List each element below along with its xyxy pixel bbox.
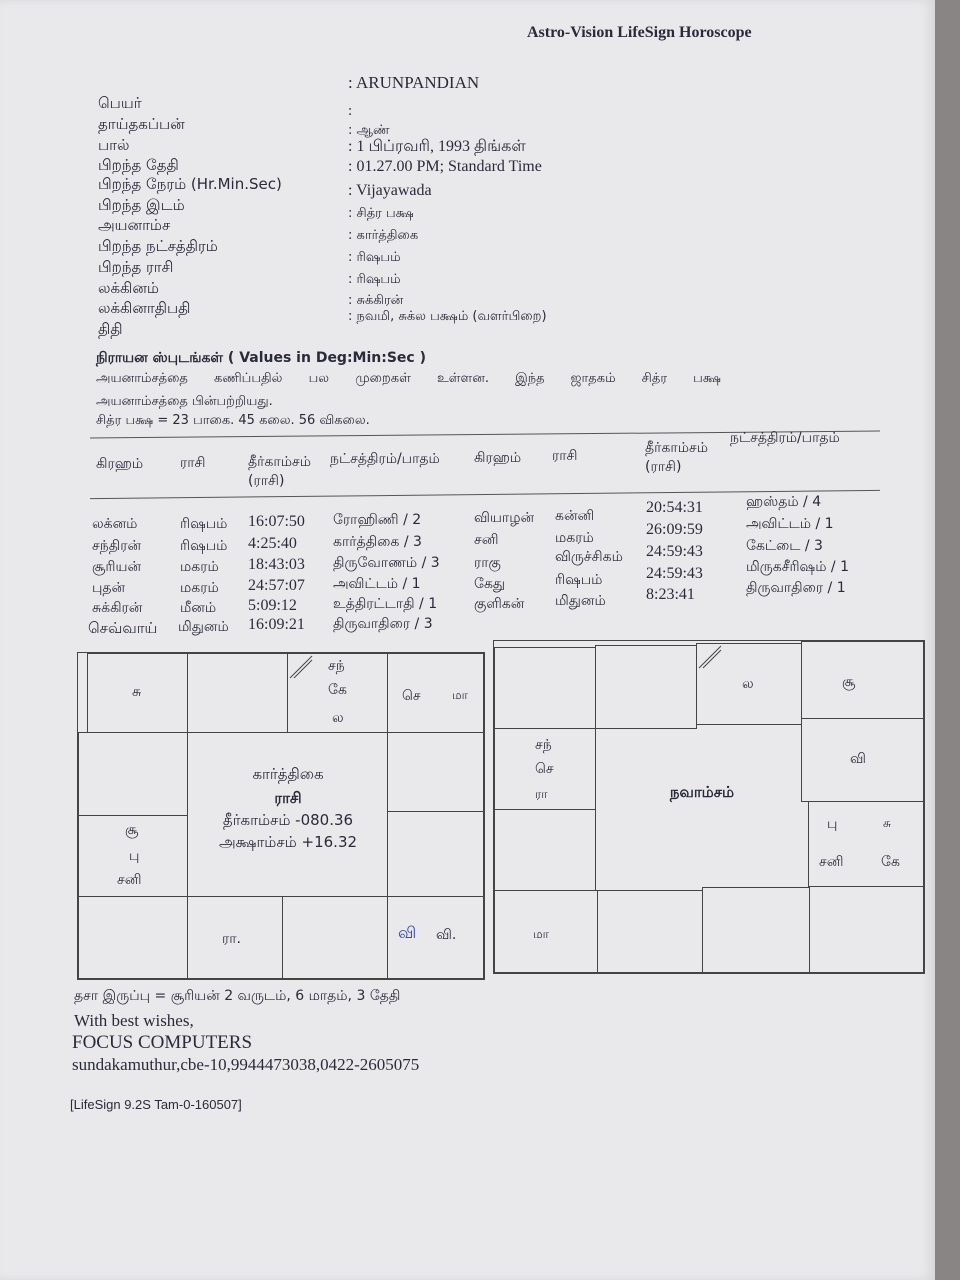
table-cell-rasi: கன்னி [555, 508, 595, 524]
col-header-graha: கிரஹம் [96, 456, 144, 472]
col-header-rasi: ராசி [180, 455, 206, 471]
label-birth-rasi: பிறந்த ராசி [98, 258, 174, 276]
rasi-house-leo [387, 811, 484, 897]
table-cell-rasi: ரிஷபம் [180, 538, 228, 554]
table-row: வியாழன் [474, 510, 535, 526]
table-cell-deg: 24:59:43 [646, 543, 703, 560]
table-cell-deg: 26:09:59 [646, 521, 703, 538]
label-birth-time: பிறந்த நேரம் (Hr.Min.Sec) [98, 175, 282, 193]
graha-mars: செ [535, 761, 554, 777]
table-row: கேது [474, 576, 506, 592]
graha-mandi: மா [452, 688, 468, 702]
col-header-longitude-2: தீர்காம்சம் [645, 440, 708, 456]
table-row: சனி [474, 532, 499, 548]
rasi-house-taurus [287, 653, 388, 733]
graha-rahu: ரா. [222, 931, 241, 947]
rasi-house-capricorn [78, 815, 188, 897]
navamsa-house-virgo-lower [809, 886, 924, 973]
navamsa-house-scorpio [597, 890, 703, 973]
graha-lagna: ல [742, 676, 754, 692]
value-lagna: : ரிஷபம் [348, 272, 401, 287]
label-ayanamsa: அயனாம்ச [98, 216, 171, 234]
graha-sun: சூ [125, 822, 139, 838]
navamsa-house-aries [595, 645, 697, 729]
table-cell-deg: 20:54:31 [646, 499, 703, 516]
document-title: Astro-Vision LifeSign Horoscope [527, 24, 752, 41]
label-lagna: லக்கினம் [98, 279, 159, 297]
value-birth-time: : 01.27.00 PM; Standard Time [348, 158, 542, 175]
rasi-center-latitude: அக்ஷாம்சம் +16.32 [218, 833, 358, 851]
table-cell-rasi: மகரம் [180, 580, 219, 596]
rasi-house-aries [187, 653, 288, 733]
table-row: சுக்கிரன் [92, 600, 143, 616]
nirayana-note-1: அயனாம்சத்தை கணிப்பதில் பல முறைகள் உள்ளன. இந்த ஜாதகம் சித்ர பக்ஷ [96, 371, 721, 386]
table-cell-deg: 16:09:21 [248, 616, 305, 633]
graha-venus: சு [883, 816, 891, 830]
rasi-chart [77, 652, 485, 980]
graha-jupiter: வி. [436, 927, 457, 943]
graha-mars: செ [402, 688, 421, 704]
col-header-nakshatra: நட்சத்திரம்/பாதம் [330, 451, 440, 467]
table-cell-rasi: மிதுனம் [555, 593, 606, 609]
label-birth-star: பிறந்த நட்சத்திரம் [98, 237, 218, 255]
graha-moon: சந் [535, 737, 552, 753]
rasi-house-scorpio [187, 896, 283, 979]
table-cell-rasi: ரிஷபம் [555, 572, 603, 588]
nirayana-heading: நிராயன ஸ்புடங்கள் ( Values in Deg:Min:Sec ) [96, 350, 426, 366]
rasi-house-virgo [387, 896, 484, 979]
table-cell-deg: 4:25:40 [248, 535, 297, 552]
graha-rahu: ரா [535, 787, 548, 801]
table-row: லக்னம் [92, 516, 138, 532]
navamsa-chart [493, 640, 925, 974]
graha-saturn: சனி [117, 872, 142, 888]
col-header-longitude-sub: (ராசி) [248, 473, 285, 489]
value-name: : ARUNPANDIAN [348, 73, 480, 92]
table-row: சந்திரன் [92, 538, 142, 554]
graha-mandi: மா [533, 927, 549, 941]
table-cell-nak: உத்திரட்டாதி / 1 [333, 596, 438, 612]
table-cell-nak: கேட்டை / 3 [746, 538, 823, 554]
table-cell-rasi: மகரம் [180, 559, 219, 575]
table-row: ராகு [474, 555, 501, 571]
table-cell-nak: மிருகசீரிஷம் / 1 [746, 559, 849, 575]
rasi-center-title: ராசி [274, 789, 302, 807]
rasi-house-aquarius [78, 732, 188, 816]
table-cell-deg: 24:57:07 [248, 577, 305, 594]
graha-lagna: ல [332, 710, 344, 726]
table-cell-nak: கார்த்திகை / 3 [333, 534, 422, 550]
table-row: சூரியன் [92, 559, 142, 575]
rasi-center-longitude: தீர்காம்சம் -080.36 [222, 811, 354, 829]
col-header-rasi-2: ராசி [552, 448, 578, 464]
table-cell-nak: திருவோணம் / 3 [333, 555, 440, 571]
value-birth-place: : Vijayawada [348, 182, 432, 199]
table-row: குளிகன் [474, 596, 525, 612]
table-cell-nak: அவிட்டம் / 1 [333, 576, 421, 592]
graha-mercury: பு [129, 848, 140, 864]
label-lagna-lord: லக்கினாதிபதி [98, 299, 191, 317]
table-cell-nak: ரோஹிணி / 2 [333, 512, 422, 528]
table-cell-rasi: விருச்சிகம் [555, 549, 623, 565]
table-row: செவ்வாய் [88, 619, 158, 637]
table-cell-nak: திருவாதிரை / 1 [746, 580, 846, 596]
rasi-house-libra [282, 896, 388, 979]
graha-ketu: கே [881, 854, 900, 870]
navamsa-house-libra [702, 887, 810, 973]
value-birth-date: : 1 பிப்ரவரி, 1993 திங்கள் [348, 138, 526, 155]
handwritten-mark: வி [398, 923, 417, 942]
col-header-nakshatra-2: நட்சத்திரம்/பாதம் [730, 430, 840, 446]
value-tithi: : நவமி, சுக்ல பக்ஷம் (வளர்பிறை) [348, 309, 547, 324]
software-version: [LifeSign 9.2S Tam-0-160507] [70, 1097, 242, 1112]
label-birth-date: பிறந்த தேதி [98, 156, 179, 174]
col-header-longitude-sub-2: (ராசி) [645, 459, 682, 475]
col-header-graha-2: கிரஹம் [474, 450, 522, 466]
table-cell-deg: 24:59:43 [646, 565, 703, 582]
wishes-text: With best wishes, [74, 1011, 194, 1030]
value-gender: : ஆண் [348, 123, 390, 138]
table-cell-rasi: மிதுனம் [178, 619, 229, 635]
graha-saturn: சனி [819, 854, 844, 870]
navamsa-house-virgo [808, 801, 924, 887]
value-parents: : [348, 103, 353, 119]
company-address: sundakamuthur,cbe-10,9944473038,0422-2605075 [72, 1055, 420, 1074]
navamsa-house-leo [801, 718, 924, 802]
navamsa-house-sagittarius [494, 890, 598, 973]
navamsa-house-gemini-cancer [742, 641, 924, 719]
graha-mercury: பு [827, 816, 838, 832]
value-ayanamsa: : சித்ர பக்ஷ [348, 206, 414, 221]
rasi-house-cancer [387, 732, 484, 812]
rasi-house-sagittarius [78, 896, 188, 979]
col-header-longitude: தீர்காம்சம் [248, 454, 311, 470]
navamsa-house-capricorn [494, 809, 596, 891]
label-gender: பால் [98, 136, 130, 154]
value-lagna-lord: : சுக்கிரன் [348, 293, 404, 308]
table-cell-rasi: மகரம் [555, 530, 594, 546]
table-cell-deg: 5:09:12 [248, 597, 297, 614]
table-row: புதன் [92, 580, 126, 596]
table-cell-nak: திருவாதிரை / 3 [333, 616, 433, 632]
chitra-paksha-value: சித்ர பக்ஷ = 23 பாகை. 45 கலை. 56 விகலை. [96, 413, 370, 428]
rasi-house-gemini [387, 653, 484, 733]
rasi-center-star: கார்த்திகை [252, 765, 324, 783]
table-cell-rasi: ரிஷபம் [180, 516, 228, 532]
rasi-house-pisces [87, 653, 188, 733]
label-name: பெயர் [98, 94, 142, 112]
label-parents: தாய்தகப்பன் [98, 115, 185, 133]
graha-venus: சு [132, 684, 142, 700]
graha-sun: சூ [842, 674, 856, 690]
label-tithi: திதி [98, 320, 123, 338]
graha-ketu: கே [328, 682, 347, 698]
table-cell-nak: ஹஸ்தம் / 4 [746, 494, 822, 510]
value-birth-rasi: : ரிஷபம் [348, 250, 401, 265]
company-name: FOCUS COMPUTERS [72, 1032, 253, 1053]
label-birth-place: பிறந்த இடம் [98, 196, 185, 214]
navamsa-house-aquarius [494, 728, 596, 810]
table-cell-deg: 8:23:41 [646, 586, 695, 603]
graha-moon: சந் [328, 658, 345, 674]
navamsa-house-pisces [494, 647, 596, 729]
table-cell-deg: 16:07:50 [248, 513, 305, 530]
navamsa-center-title: நவாம்சம் [669, 783, 735, 801]
table-cell-deg: 18:43:03 [248, 556, 305, 573]
nirayana-note-2: அயனாம்சத்தை பின்பற்றியது. [96, 394, 273, 409]
dasa-balance: தசா இருப்பு = சூரியன் 2 வருடம், 6 மாதம், 3 தேதி [74, 988, 401, 1004]
table-cell-nak: அவிட்டம் / 1 [746, 516, 834, 532]
value-birth-star: : கார்த்திகை [348, 228, 419, 243]
graha-jupiter: வி [850, 751, 866, 767]
table-cell-rasi: மீனம் [180, 600, 217, 616]
